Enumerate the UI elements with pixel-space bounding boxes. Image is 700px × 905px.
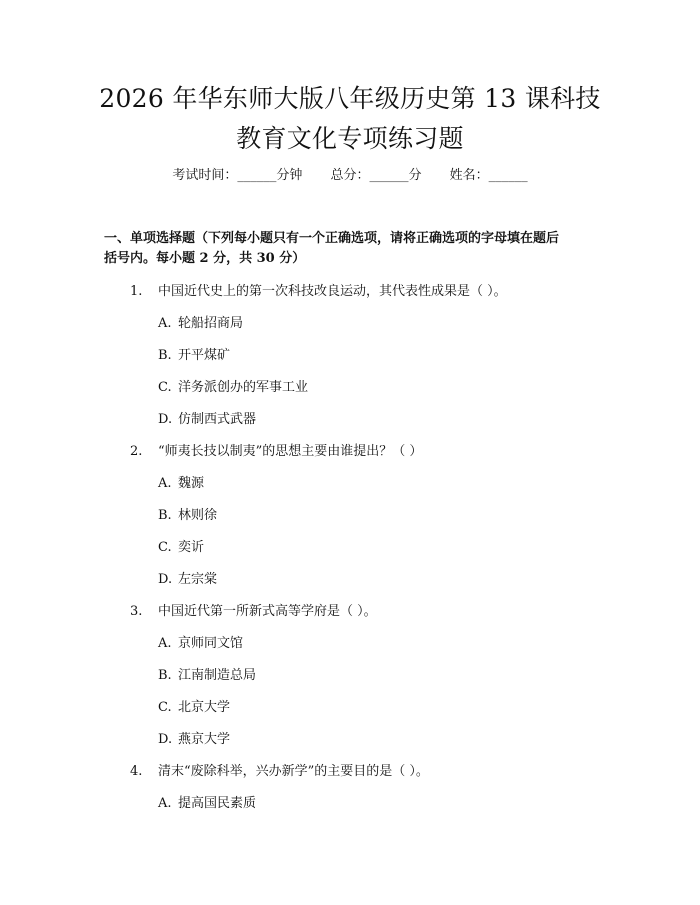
- option-text: 奕䜣: [178, 540, 205, 555]
- option-1a: [158, 314, 243, 334]
- exam-time: 考试时间：______分钟: [172, 168, 303, 183]
- option-text: 开平煤矿: [178, 348, 231, 363]
- student-name: 姓名：______: [449, 168, 528, 183]
- option-letter: B.: [158, 668, 172, 683]
- option-letter: C.: [158, 380, 172, 395]
- question-number: 2.: [130, 444, 143, 459]
- option-1c: [158, 378, 308, 398]
- option-1d: [158, 410, 256, 430]
- option-letter: D.: [158, 412, 173, 427]
- exam-meta: [0, 166, 700, 186]
- section-heading-line-1: 一、单项选择题（下列每小题只有一个正确选项，请将正确选项的字母填在题后: [104, 231, 560, 246]
- option-3b: [158, 666, 256, 686]
- question-text: 中国近代史上的第一次科技改良运动，其代表性成果是（ ）。: [158, 284, 507, 299]
- option-letter: C.: [158, 700, 172, 715]
- section-heading: [104, 229, 604, 269]
- question-number: 4.: [130, 764, 143, 779]
- question-text: 中国近代第一所新式高等学府是（ ）。: [158, 604, 377, 619]
- option-text: 北京大学: [178, 700, 231, 715]
- option-text: 左宗棠: [178, 572, 218, 587]
- question-1: [130, 282, 507, 302]
- option-1b: [158, 346, 230, 366]
- document-title: [60, 79, 640, 159]
- title-line-1: 2026 年华东师大版八年级历史第 13 课科技: [99, 84, 601, 113]
- option-text: 仿制西式武器: [178, 412, 257, 427]
- option-letter: A.: [158, 476, 172, 491]
- option-3c: [158, 698, 230, 718]
- option-2c: [158, 538, 204, 558]
- option-letter: C.: [158, 540, 172, 555]
- option-2b: [158, 506, 217, 526]
- total-score: 总分：______分: [330, 168, 422, 183]
- option-letter: B.: [158, 508, 172, 523]
- option-letter: A.: [158, 796, 172, 811]
- question-4: [130, 762, 429, 782]
- option-text: 魏源: [178, 476, 205, 491]
- option-letter: D.: [158, 732, 173, 747]
- option-3d: [158, 730, 230, 750]
- option-letter: A.: [158, 316, 172, 331]
- option-letter: D.: [158, 572, 173, 587]
- question-number: 3.: [130, 604, 143, 619]
- section-heading-line-2: 括号内。每小题 2 分，共 30 分）: [104, 251, 306, 266]
- title-line-2: 教育文化专项练习题: [236, 124, 464, 153]
- question-number: 1.: [130, 284, 143, 299]
- option-letter: A.: [158, 636, 172, 651]
- option-2a: [158, 474, 204, 494]
- question-text: 清末“废除科举，兴办新学”的主要目的是（ ）。: [158, 764, 429, 779]
- question-3: [130, 602, 377, 622]
- option-3a: [158, 634, 243, 654]
- option-text: 提高国民素质: [178, 796, 257, 811]
- option-text: 洋务派创办的军事工业: [178, 380, 309, 395]
- option-text: 林则徐: [178, 508, 218, 523]
- question-2: [130, 442, 422, 462]
- option-text: 江南制造总局: [178, 668, 257, 683]
- option-2d: [158, 570, 217, 590]
- option-text: 燕京大学: [178, 732, 231, 747]
- option-text: 轮船招商局: [178, 316, 244, 331]
- option-text: 京师同文馆: [178, 636, 244, 651]
- option-4a: [158, 794, 256, 814]
- question-text: “师夷长技以制夷”的思想主要由谁提出？（ ）: [158, 444, 423, 459]
- option-letter: B.: [158, 348, 172, 363]
